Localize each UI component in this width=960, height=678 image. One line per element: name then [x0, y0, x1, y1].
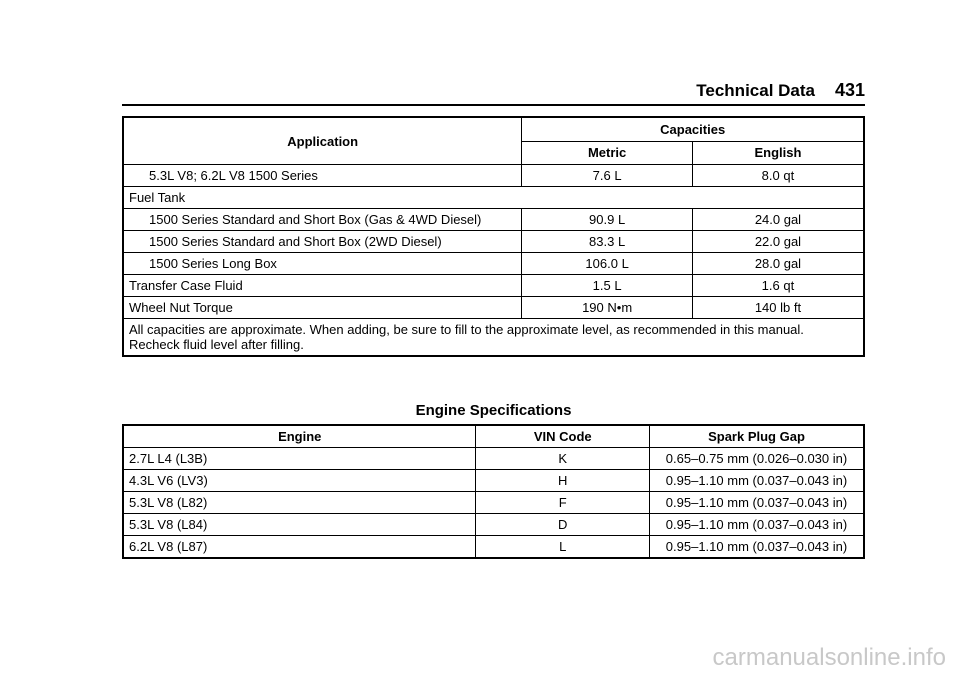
table-header-row	[123, 425, 864, 448]
gap-cell: 0.95–1.10 mm (0.037–0.043 in)	[650, 536, 864, 559]
engine-cell: 5.3L V8 (L84)	[123, 514, 476, 536]
vin-cell: K	[476, 448, 650, 470]
column-header-capacities: Capacities	[522, 117, 864, 141]
table-row	[123, 253, 864, 275]
metric-cell: 90.9 L	[522, 209, 693, 231]
english-cell: 8.0 qt	[692, 165, 864, 187]
application-cell: Transfer Case Fluid	[123, 275, 522, 297]
engine-cell: 5.3L V8 (L82)	[123, 492, 476, 514]
column-header-engine: Engine	[123, 425, 476, 448]
table-row	[123, 319, 864, 357]
application-cell: 1500 Series Standard and Short Box (2WD Diesel)	[123, 231, 522, 253]
table-row	[123, 275, 864, 297]
capacities-table	[122, 116, 865, 357]
column-header-application: Application	[123, 117, 522, 165]
metric-cell: 7.6 L	[522, 165, 693, 187]
watermark: carmanualsonline.info	[712, 644, 946, 671]
group-heading-cell: Fuel Tank	[123, 187, 864, 209]
metric-cell: 83.3 L	[522, 231, 693, 253]
english-cell: 140 lb ft	[692, 297, 864, 319]
vin-cell: F	[476, 492, 650, 514]
english-cell: 28.0 gal	[692, 253, 864, 275]
engine-specs-title: Engine Specifications	[415, 402, 572, 419]
english-cell: 22.0 gal	[692, 231, 864, 253]
table-row	[123, 187, 864, 209]
gap-cell: 0.95–1.10 mm (0.037–0.043 in)	[650, 492, 864, 514]
application-cell: 1500 Series Standard and Short Box (Gas & 4WD Diesel)	[123, 209, 522, 231]
gap-cell: 0.95–1.10 mm (0.037–0.043 in)	[650, 514, 864, 536]
section-title: Technical Data	[696, 81, 815, 100]
application-cell: 1500 Series Long Box	[123, 253, 522, 275]
application-cell: 5.3L V8; 6.2L V8 1500 Series	[123, 165, 522, 187]
column-header-vin: VIN Code	[476, 425, 650, 448]
metric-cell: 1.5 L	[522, 275, 693, 297]
english-cell: 24.0 gal	[692, 209, 864, 231]
table-row	[123, 209, 864, 231]
vin-cell: L	[476, 536, 650, 559]
table-row	[123, 165, 864, 187]
table-row	[123, 448, 864, 470]
table-row	[123, 470, 864, 492]
column-header-metric: Metric	[522, 141, 693, 164]
gap-cell: 0.95–1.10 mm (0.037–0.043 in)	[650, 470, 864, 492]
table-row	[123, 231, 864, 253]
page-number: 431	[834, 80, 865, 100]
table-row	[123, 514, 864, 536]
vin-cell: D	[476, 514, 650, 536]
table-row	[123, 492, 864, 514]
table-row	[123, 297, 864, 319]
gap-cell: 0.65–0.75 mm (0.026–0.030 in)	[650, 448, 864, 470]
table-row	[123, 536, 864, 559]
engine-cell: 4.3L V6 (LV3)	[123, 470, 476, 492]
application-cell: Wheel Nut Torque	[123, 297, 522, 319]
vin-cell: H	[476, 470, 650, 492]
engine-cell: 6.2L V8 (L87)	[123, 536, 476, 559]
metric-cell: 106.0 L	[522, 253, 693, 275]
column-header-english: English	[692, 141, 864, 164]
metric-cell: 190 N•m	[522, 297, 693, 319]
capacities-note: All capacities are approximate. When adding, be sure to fill to the approximate level, as recommended in this manual. Recheck fluid level after filling.	[123, 319, 864, 357]
engine-specs-table	[122, 424, 865, 559]
page-header	[122, 80, 865, 106]
column-header-gap: Spark Plug Gap	[650, 425, 864, 448]
table-header-row	[123, 117, 864, 141]
english-cell: 1.6 qt	[692, 275, 864, 297]
engine-cell: 2.7L L4 (L3B)	[123, 448, 476, 470]
